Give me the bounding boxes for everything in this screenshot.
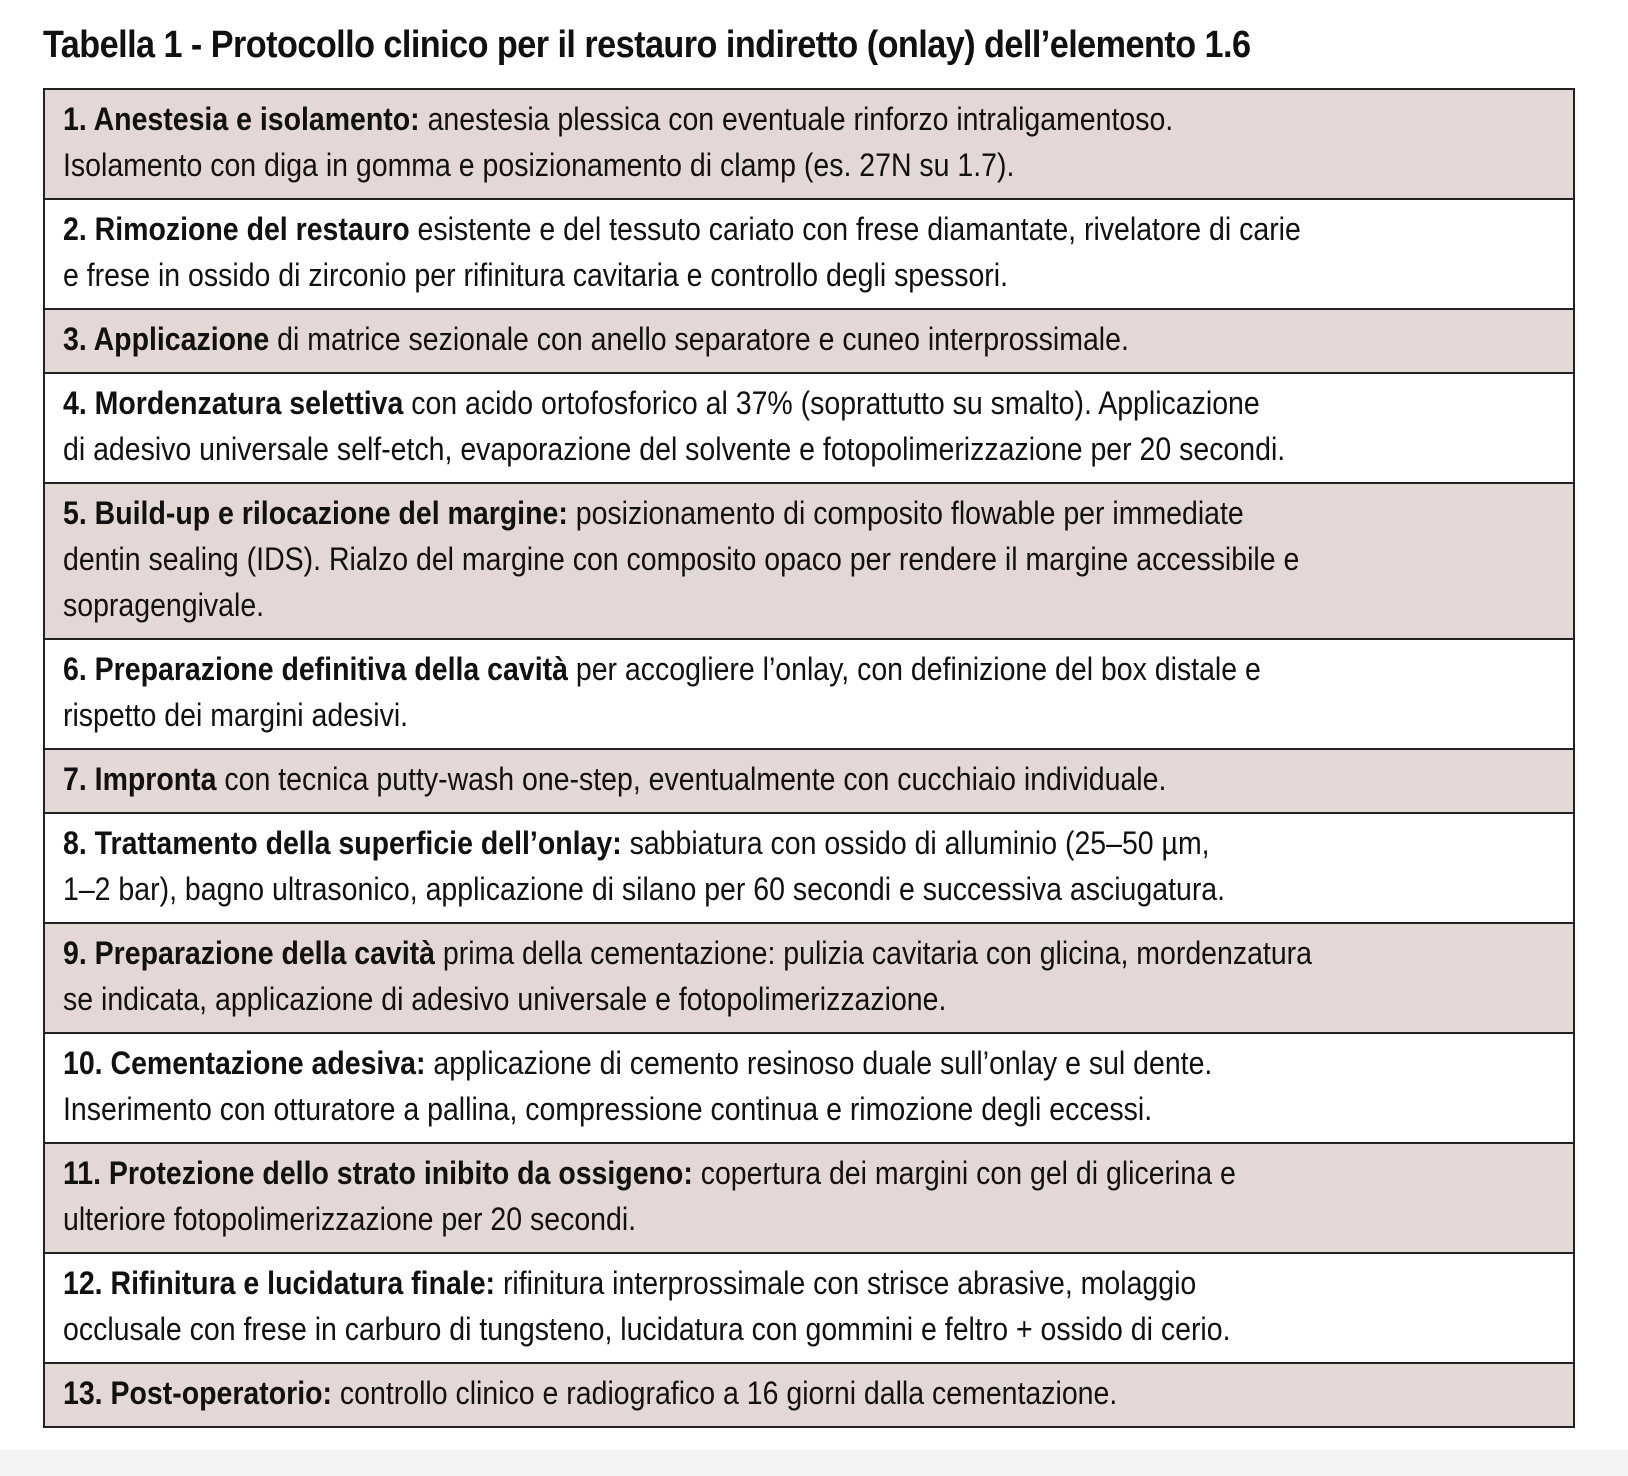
table-row [45,1144,1573,1254]
row-text [63,96,1540,188]
step-heading: 6. Preparazione definitiva della cavità [63,651,568,687]
step-heading: 4. Mordenzatura selettiva [63,385,404,421]
step-description: controllo clinico e radiografico a 16 giorni dalla cementazione. [332,1375,1118,1411]
row-text [63,1370,1540,1416]
table-row [45,374,1573,484]
step-description-cont: di adesivo universale self-etch, evaporazione del solvente e fotopolimerizzazione per 20 secondi. [63,431,1286,467]
step-description-cont: Inserimento con otturatore a pallina, compressione continua e rimozione degli eccessi. [63,1091,1153,1127]
table-row [45,814,1573,924]
step-description: prima della cementazione: pulizia cavitaria con glicina, mordenzatura [435,935,1313,971]
step-description-cont: 1–2 bar), bagno ultrasonico, applicazione di silano per 60 secondi e successiva asciugatura. [63,871,1226,907]
step-description: sabbiatura con ossido di alluminio (25–50 µm, [621,825,1210,861]
step-heading: 3. Applicazione [63,321,270,357]
table-row [45,924,1573,1034]
row-text [63,206,1540,298]
step-description-cont: e frese in ossido di zirconio per rifinitura cavitaria e controllo degli spessori. [63,257,1009,293]
step-description-cont: se indicata, applicazione di adesivo universale e fotopolimerizzazione. [63,981,947,1017]
table-row [45,200,1573,310]
table-row [45,640,1573,750]
page-bottom-margin [0,1450,1628,1476]
row-text [63,1040,1540,1132]
step-description-cont: Isolamento con diga in gomma e posizionamento di clamp (es. 27N su 1.7). [63,147,1015,183]
table-row [45,1364,1573,1428]
table-row [45,1254,1573,1364]
step-heading: 8. Trattamento della superficie dell’onlay: [63,825,622,861]
step-description-cont: rispetto dei margini adesivi. [63,697,409,733]
step-description: esistente e del tessuto cariato con frese diamantate, rivelatore di carie [409,211,1301,247]
table-row [45,90,1573,200]
step-heading: 13. Post-operatorio: [63,1375,333,1411]
step-description: anestesia plessica con eventuale rinforzo intraligamentoso. [419,101,1174,137]
table-row [45,1034,1573,1144]
step-description: per accogliere l’onlay, con definizione del box distale e [567,651,1261,687]
row-text [63,490,1540,628]
step-description-cont: dentin sealing (IDS). Rialzo del margine con composito opaco per rendere il margine accessibile e [63,541,1300,577]
step-description: di matrice sezionale con anello separatore e cuneo interprossimale. [269,321,1129,357]
step-description-cont: ulteriore fotopolimerizzazione per 20 secondi. [63,1201,637,1237]
step-description: rifinitura interprossimale con strisce abrasive, molaggio [495,1265,1197,1301]
table-title: Tabella 1 - Protocollo clinico per il restauro indiretto (onlay) dell’elemento 1.6 [43,24,1251,66]
step-description: applicazione di cemento resinoso duale sull’onlay e sul dente. [425,1045,1213,1081]
step-description-cont: sopragengivale. [63,587,265,623]
row-text [63,930,1540,1022]
step-description-cont: occlusale con frese in carburo di tungsteno, lucidatura con gommini e feltro + ossido di cerio. [63,1311,1231,1347]
step-heading: 2. Rimozione del restauro [63,211,410,247]
row-text [63,1260,1540,1352]
step-description: con tecnica putty-wash one-step, eventualmente con cucchiaio individuale. [216,761,1167,797]
protocol-table [43,88,1575,1428]
step-description: posizionamento di composito flowable per immediate [567,495,1244,531]
row-text [63,1150,1540,1242]
table-row [45,484,1573,640]
step-heading: 11. Protezione dello strato inibito da ossigeno: [63,1155,693,1191]
row-text [63,380,1540,472]
step-heading: 10. Cementazione adesiva: [63,1045,426,1081]
row-text [63,756,1540,802]
step-heading: 5. Build-up e rilocazione del margine: [63,495,568,531]
row-text [63,646,1540,738]
step-heading: 9. Preparazione della cavità [63,935,436,971]
step-heading: 7. Impronta [63,761,217,797]
step-heading: 12. Rifinitura e lucidatura finale: [63,1265,496,1301]
row-text [63,316,1540,362]
table-row [45,310,1573,374]
step-description: con acido ortofosforico al 37% (soprattutto su smalto). Applicazione [403,385,1260,421]
step-description: copertura dei margini con gel di glicerina e [692,1155,1236,1191]
step-heading: 1. Anestesia e isolamento: [63,101,420,137]
row-text [63,820,1540,912]
table-row [45,750,1573,814]
